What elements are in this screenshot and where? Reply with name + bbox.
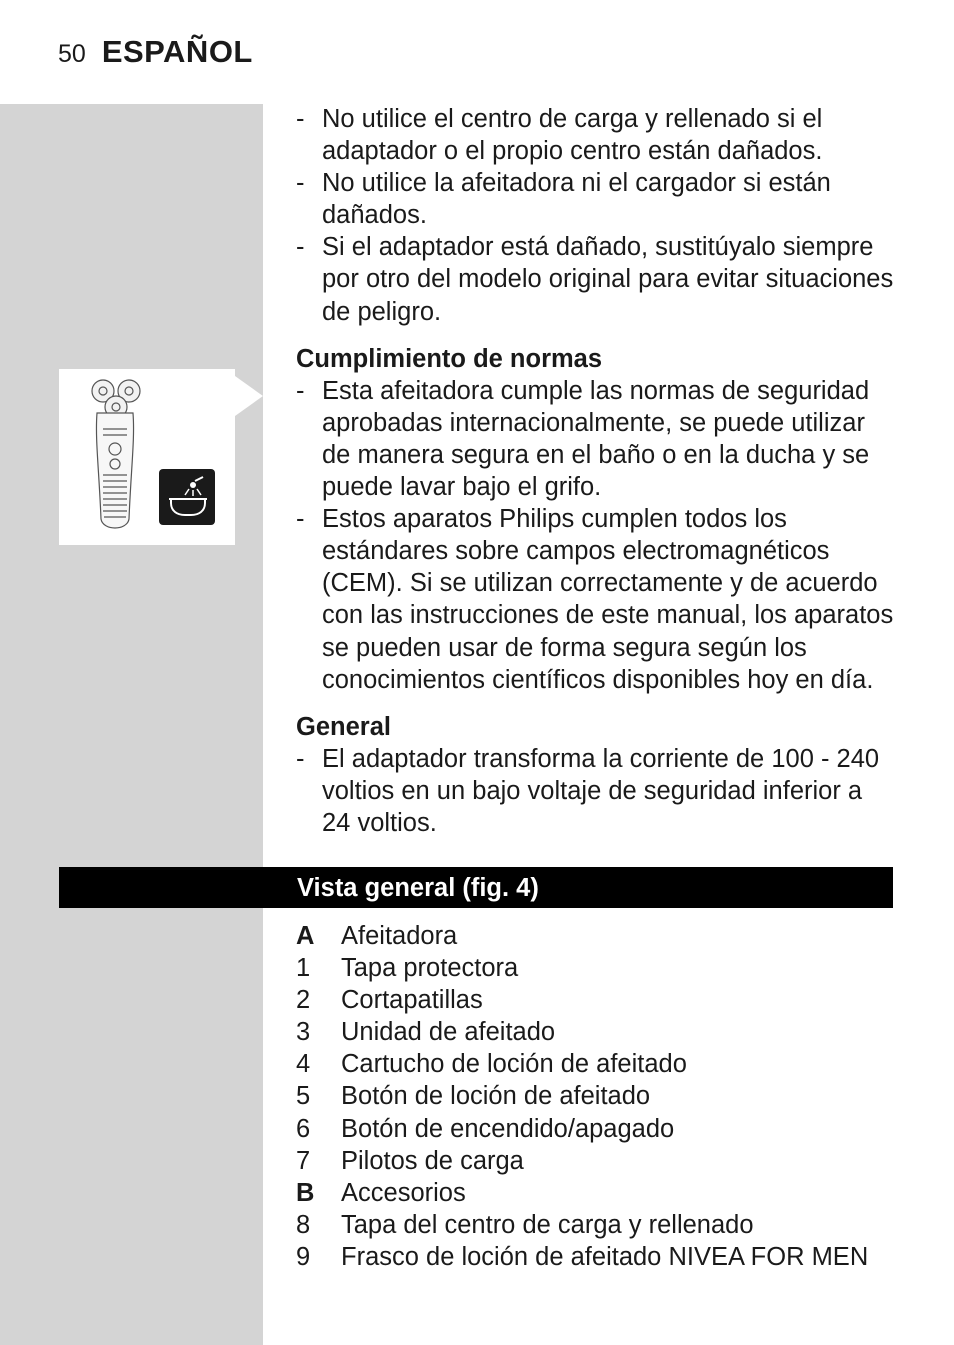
part-row: 4 Cartucho de loción de afeitado bbox=[296, 1050, 687, 1079]
sidebar-column bbox=[0, 104, 263, 1345]
part-row: 7 Pilotos de carga bbox=[296, 1146, 524, 1175]
part-row: 5 Botón de loción de afeitado bbox=[296, 1082, 651, 1111]
general-heading: General bbox=[296, 712, 391, 741]
compliance-heading: Cumplimiento de normas bbox=[296, 344, 603, 373]
list-item: - Estos aparatos Philips cumplen todos los estándares sobre campos electromagnéticos (CEM). Si se utilizan correctamente y de acuerdo con las instrucciones de este manual, los aparatos se pueden usar de forma segura según los conocimientos científicos disponibles hoy en día. bbox=[296, 505, 894, 694]
list-item: - Si el adaptador está dañado, sustitúyalo siempre por otro del modelo original para evitar situaciones de peligro. bbox=[296, 233, 894, 326]
part-row: 3 Unidad de afeitado bbox=[296, 1018, 556, 1047]
part-row: 2 Cortapatillas bbox=[296, 986, 483, 1015]
shower-bath-icon bbox=[159, 469, 215, 525]
parts-list bbox=[296, 920, 896, 1273]
part-row: 8 Tapa del centro de carga y rellenado bbox=[296, 1210, 754, 1239]
overview-title: Vista general (fig. 4) bbox=[297, 874, 539, 902]
page-number: 50 bbox=[58, 40, 86, 68]
section-bar bbox=[59, 867, 893, 908]
part-row: 1 Tapa protectora bbox=[296, 954, 519, 983]
list-item: - No utilice la afeitadora ni el cargador si están dañados. bbox=[296, 169, 831, 230]
page-header bbox=[58, 34, 253, 74]
safety-list bbox=[296, 103, 896, 839]
list-item: - El adaptador transforma la corriente de 100 - 240 voltios en un bajo voltaje de seguridad inferior a 24 voltios. bbox=[296, 744, 880, 837]
list-item: - No utilice el centro de carga y rellenado si el adaptador o el propio centro están dañados. bbox=[296, 105, 823, 166]
part-row: B Accesorios bbox=[296, 1178, 466, 1207]
shaver-icon bbox=[59, 369, 235, 545]
section-language: ESPAÑOL bbox=[101, 34, 253, 69]
list-item: - Esta afeitadora cumple las normas de seguridad aprobadas internacionalmente, se puede utilizar de manera segura en el baño o en la ducha y se puede lavar bajo el grifo. bbox=[296, 376, 870, 502]
part-row: 6 Botón de encendido/apagado bbox=[296, 1114, 675, 1143]
illustration-pointer bbox=[235, 376, 263, 416]
part-row: A Afeitadora bbox=[296, 922, 458, 950]
part-row: 9 Frasco de loción de afeitado NIVEA FOR MEN bbox=[296, 1242, 869, 1271]
shaver-illustration bbox=[59, 369, 235, 545]
